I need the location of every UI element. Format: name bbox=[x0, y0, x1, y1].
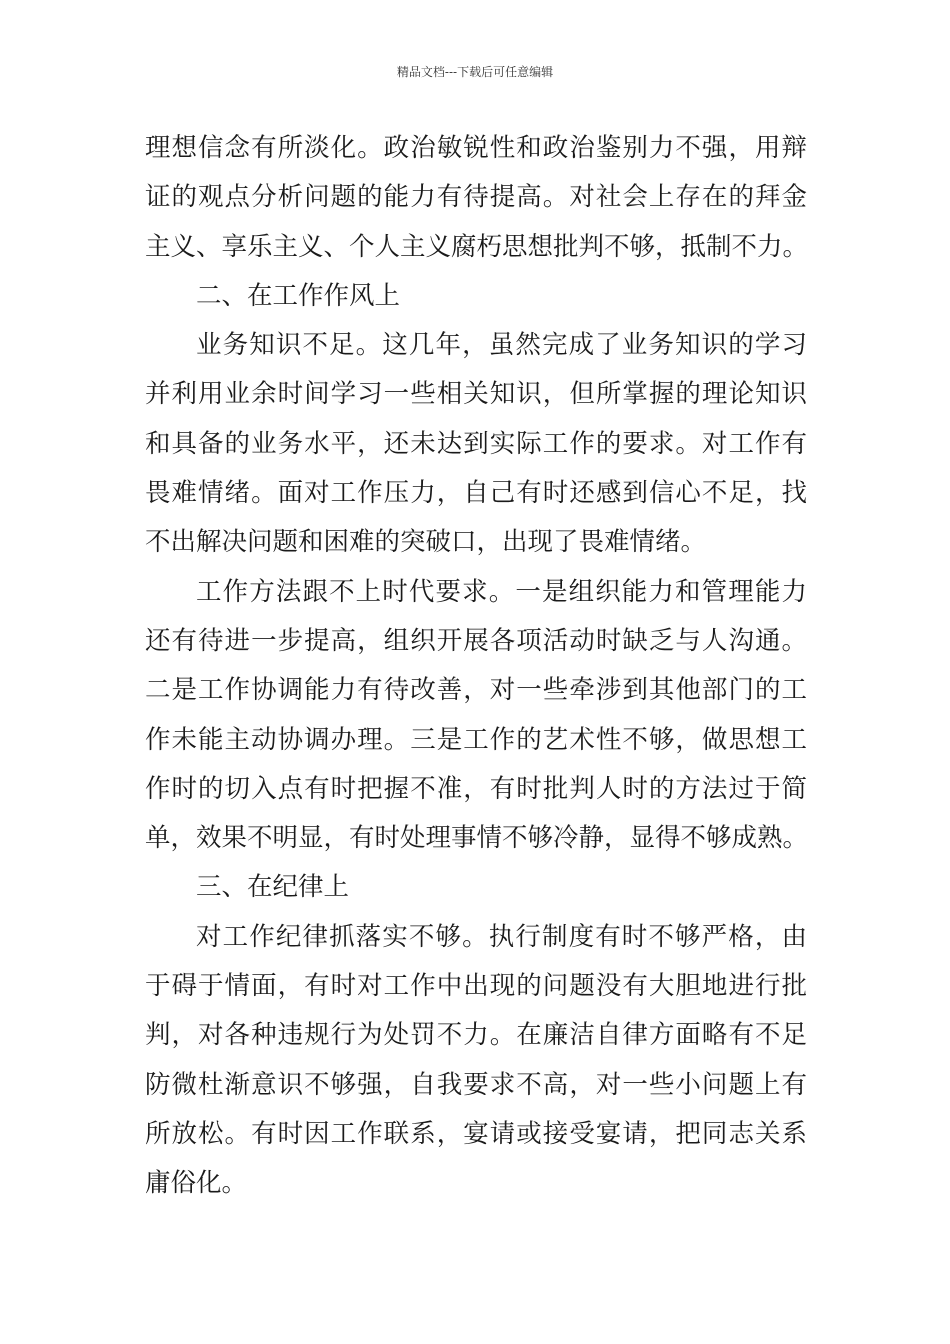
text-line: 对工作纪律抓落实不够。执行制度有时不够严格，由 bbox=[196, 921, 807, 952]
text-line: 工作方法跟不上时代要求。一是组织能力和管理能力 bbox=[196, 576, 807, 607]
text-line: 畏难情绪。面对工作压力，自己有时还感到信心不足，找 bbox=[145, 478, 807, 509]
text-line: 证的观点分析问题的能力有待提高。对社会上存在的拜金 bbox=[145, 182, 807, 213]
text-line: 单，效果不明显，有时处理事情不够冷静，显得不够成熟。 bbox=[145, 823, 809, 854]
text-line: 作未能主动协调办理。三是工作的艺术性不够，做思想工 bbox=[145, 724, 807, 755]
text-line: 判，对各种违规行为处罚不力。在廉洁自律方面略有不足 bbox=[145, 1020, 807, 1051]
text-line: 理想信念有所淡化。政治敏锐性和政治鉴别力不强，用辩 bbox=[145, 133, 807, 163]
text-line: 庸俗化。 bbox=[145, 1168, 248, 1199]
text-line: 作时的切入点有时把握不准，有时批判人时的方法过于简 bbox=[145, 773, 807, 804]
text-line: 业务知识不足。这几年，虽然完成了业务知识的学习 bbox=[196, 330, 807, 361]
text-line: 防微杜渐意识不够强，自我要求不高，对一些小问题上有 bbox=[145, 1069, 807, 1100]
text-line: 主义、享乐主义、个人主义腐朽思想批判不够，抵制不力。 bbox=[145, 231, 809, 262]
text-line: 于碍于情面，有时对工作中出现的问题没有大胆地进行批 bbox=[145, 971, 807, 1002]
document-body bbox=[145, 124, 807, 1209]
text-line: 二是工作协调能力有待改善，对一些牵涉到其他部门的工 bbox=[145, 675, 807, 706]
text-line: 并利用业余时间学习一些相关知识，但所掌握的理论知识 bbox=[145, 379, 807, 410]
text-line: 二、在工作作风上 bbox=[196, 280, 401, 311]
text-line: 不出解决问题和困难的突破口，出现了畏难情绪。 bbox=[145, 527, 707, 558]
text-line: 所放松。有时因工作联系，宴请或接受宴请，把同志关系 bbox=[145, 1118, 807, 1149]
text-line: 还有待进一步提高，组织开展各项活动时缺乏与人沟通。 bbox=[145, 625, 807, 656]
text-line: 和具备的业务水平，还未达到实际工作的要求。对工作有 bbox=[145, 428, 807, 459]
text-line: 三、在纪律上 bbox=[196, 872, 350, 903]
page-header: 精品文档---下载后可任意编辑 bbox=[396, 65, 554, 79]
